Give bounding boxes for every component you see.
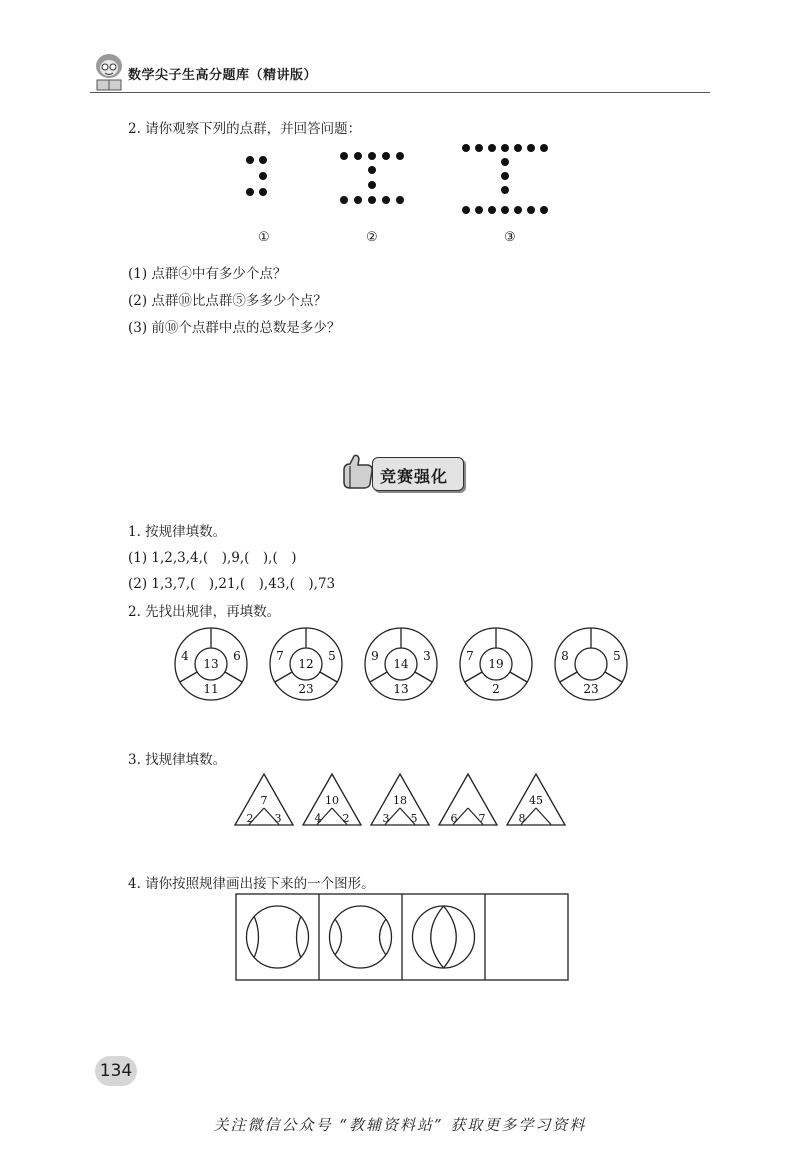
circle-left-number: 4 (181, 649, 189, 663)
circle-right-number: 5 (328, 649, 336, 663)
circle-left-number: 7 (466, 649, 474, 663)
triangle-right-number: 3 (274, 812, 282, 825)
circle-bottom-number: 23 (298, 682, 314, 696)
triangle-left-number: 3 (382, 812, 390, 825)
circle-center-number: 14 (393, 657, 409, 671)
mascot-icon (92, 50, 126, 94)
comp-q1-prompt: 1. 按规律填数。 (128, 524, 227, 540)
dot-group-label-1: ① (258, 230, 270, 245)
page-number: 134 (95, 1056, 137, 1086)
dot-group-2 (340, 152, 404, 204)
circle-bottom-number: 13 (393, 682, 409, 696)
triangle-right-number: 7 (478, 812, 486, 825)
question-2-sub-3: (3) 前⑩个点群中点的总数是多少？ (128, 320, 341, 336)
circle-bottom-number: 23 (583, 682, 599, 696)
dot-group-label-3: ③ (504, 230, 516, 245)
triangle-top-number: 7 (260, 794, 268, 807)
circle-puzzle (175, 628, 247, 700)
triangle-top-number: 45 (529, 794, 543, 807)
pattern-squares-figure (230, 890, 575, 985)
question-2-sub-1: (1) 点群④中有多少个点？ (128, 266, 287, 282)
dot-group-label-2: ② (366, 230, 378, 245)
comp-q1-line-1: (1) 1,2,3,4,( ),9,( ),( ) (128, 550, 297, 566)
circle-center-number: 19 (488, 657, 504, 671)
question-2-prompt: 2. 请你观察下列的点群，并回答问题： (128, 121, 362, 137)
circle-right-number: 5 (613, 649, 621, 663)
circle-bottom-number: 11 (203, 682, 219, 696)
circle-center-number: 12 (298, 657, 314, 671)
dot-group-3 (462, 144, 548, 214)
triangle-puzzle (303, 774, 361, 825)
triangle-puzzle (439, 774, 497, 825)
triangle-puzzle (235, 774, 293, 825)
circle-bottom-number: 2 (492, 682, 500, 696)
pattern-shape-3 (413, 906, 475, 968)
triangle-left-number: 6 (450, 812, 458, 825)
book-title: 数学尖子生高分题库（精讲版） (128, 68, 318, 83)
triangle-puzzle (507, 774, 565, 825)
section-title: 竞赛强化 (380, 467, 449, 486)
comp-q2-prompt: 2. 先找出规律，再填数。 (128, 604, 281, 620)
pattern-shape-1 (247, 906, 309, 968)
pattern-shape-2 (330, 906, 392, 968)
circle-puzzle (365, 628, 437, 700)
circle-puzzle (460, 628, 532, 700)
triangle-top-number: 10 (325, 794, 339, 807)
circle-left-number: 7 (276, 649, 284, 663)
triangle-left-number: 2 (246, 812, 254, 825)
triangle-left-number: 8 (518, 812, 526, 825)
dot-groups-figure (230, 138, 570, 220)
circle-right-number: 3 (423, 649, 431, 663)
circle-puzzle (555, 628, 627, 700)
triangle-puzzles-figure (230, 770, 580, 830)
circle-left-number: 9 (371, 649, 379, 663)
triangle-right-number: 5 (410, 812, 418, 825)
dot-group-1 (246, 156, 267, 196)
triangle-left-number: 4 (314, 812, 322, 825)
circle-puzzles-figure (165, 620, 645, 710)
triangle-puzzle (371, 774, 429, 825)
circle-left-number: 8 (561, 649, 569, 663)
footer-note: 关注微信公众号 “教辅资料站” 获取更多学习资料 (213, 1116, 587, 1134)
header-divider (90, 92, 710, 93)
circle-right-number: 6 (233, 649, 241, 663)
triangle-top-number: 18 (393, 794, 407, 807)
comp-q3-prompt: 3. 找规律填数。 (128, 752, 227, 768)
thumbs-up-icon (338, 452, 376, 492)
circle-puzzle (270, 628, 342, 700)
question-2-sub-2: (2) 点群⑩比点群⑤多多少个点？ (128, 293, 327, 309)
comp-q1-line-2: (2) 1,3,7,( ),21,( ),43,( ),73 (128, 576, 336, 592)
triangle-right-number: 2 (342, 812, 350, 825)
circle-center-number: 13 (203, 657, 219, 671)
comp-q4-prompt: 4. 请你按照规律画出接下来的一个图形。 (128, 876, 375, 892)
